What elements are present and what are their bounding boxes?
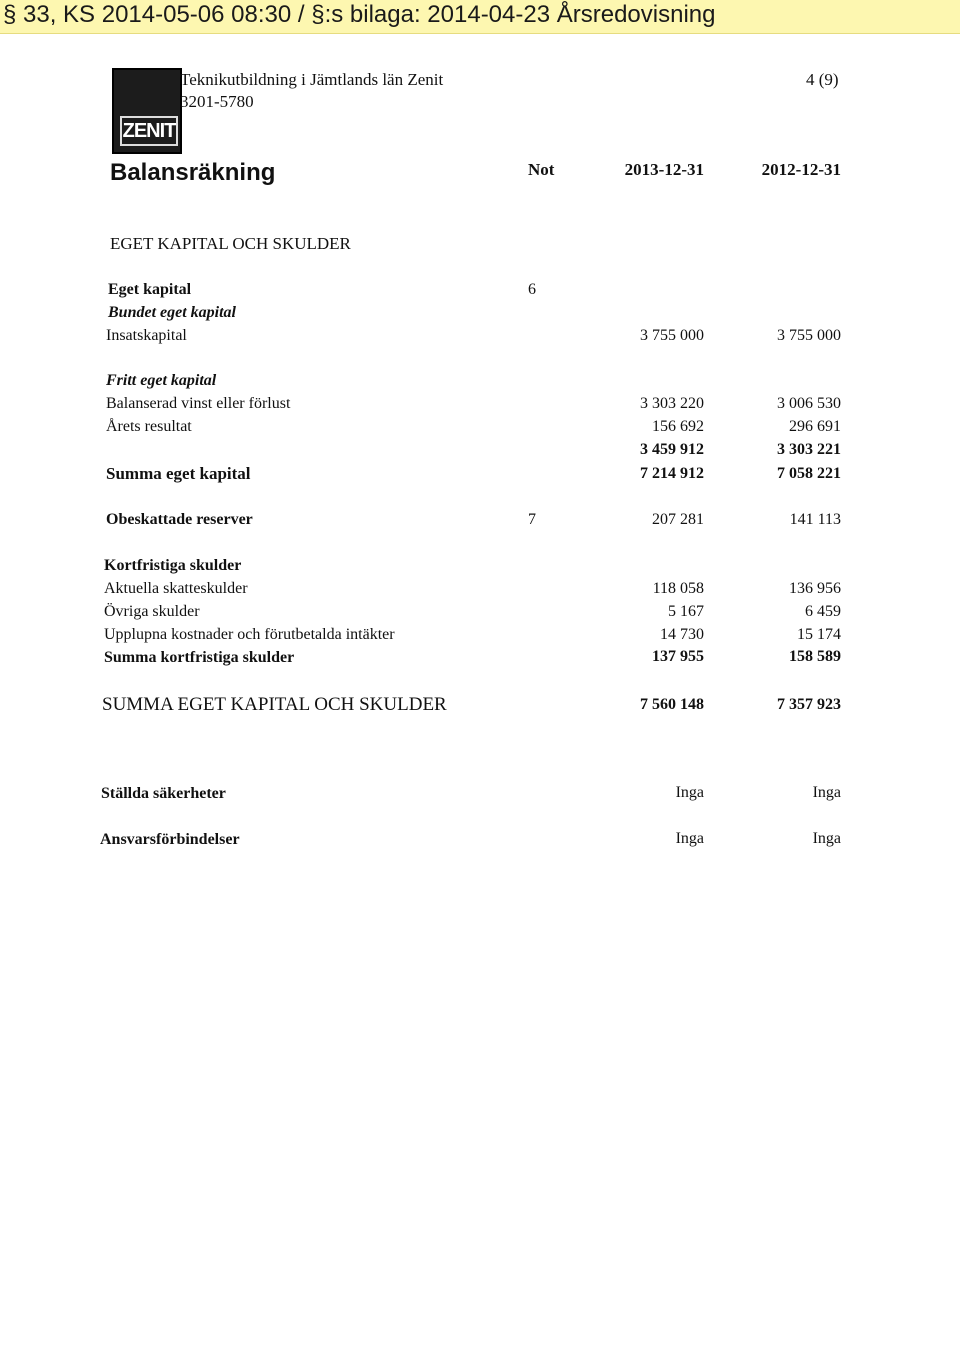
row-ovriga-2012: 6 459: [805, 603, 841, 620]
row-summa-eget-label: Summa eget kapital: [106, 464, 251, 483]
row-balanserad-2013: 3 303 220: [640, 395, 704, 412]
row-obeskattade-2012: 141 113: [789, 511, 841, 528]
row-summa-total-2013: 7 560 148: [640, 696, 704, 713]
row-ansvar-label: Ansvarsförbindelser: [100, 831, 240, 848]
logo-wordmark: ZENIT: [120, 116, 178, 146]
row-summa-kort-label: Summa kortfristiga skulder: [104, 649, 295, 666]
page-number: 4 (9): [806, 70, 839, 89]
row-aktuella-label: Aktuella skatteskulder: [104, 580, 248, 597]
page-title: Balansräkning: [110, 159, 276, 186]
row-summa-eget-2013: 7 214 912: [640, 465, 704, 482]
row-eget-kapital-not: 6: [528, 281, 536, 298]
org-number: 3201-5780: [180, 92, 254, 111]
row-upplupna-2012: 15 174: [797, 626, 841, 643]
row-stallda-2012: Inga: [812, 784, 841, 801]
row-summa-kort-2013: 137 955: [652, 648, 704, 665]
row-insatskapital-2013: 3 755 000: [640, 327, 704, 344]
row-upplupna-2013: 14 730: [660, 626, 704, 643]
row-ovriga-2013: 5 167: [668, 603, 704, 620]
row-aktuella-2012: 136 956: [789, 580, 841, 597]
row-fritt-sum-2013: 3 459 912: [640, 441, 704, 458]
row-fritt-sum-2012: 3 303 221: [777, 441, 841, 458]
row-insatskapital-2012: 3 755 000: [777, 327, 841, 344]
row-arets-2013: 156 692: [652, 418, 704, 435]
row-arets-2012: 296 691: [789, 418, 841, 435]
subheading-fritt: Fritt eget kapital: [106, 372, 217, 389]
row-balanserad-label: Balanserad vinst eller förlust: [106, 395, 291, 412]
row-summa-total-2012: 7 357 923: [777, 696, 841, 713]
zenit-logo: [112, 68, 182, 154]
org-name: Teknikutbildning i Jämtlands län Zenit: [180, 70, 444, 89]
row-aktuella-2013: 118 058: [652, 580, 704, 597]
row-summa-eget-2012: 7 058 221: [777, 465, 841, 482]
row-ovriga-label: Övriga skulder: [104, 603, 200, 620]
row-eget-kapital-label: Eget kapital: [108, 281, 192, 298]
row-arets-label: Årets resultat: [106, 418, 192, 435]
col-header-2012: 2012-12-31: [761, 160, 841, 179]
row-ansvar-2012: Inga: [812, 830, 841, 847]
row-stallda-2013: Inga: [675, 784, 704, 801]
banner-text: § 33, KS 2014-05-06 08:30 / §:s bilaga: 2014-04-23 Årsredovisning: [3, 1, 716, 28]
row-obeskattade-2013: 207 281: [652, 511, 704, 528]
row-obeskattade-label: Obeskattade reserver: [106, 511, 253, 528]
subheading-bundet: Bundet eget kapital: [108, 304, 236, 321]
row-obeskattade-not: 7: [528, 511, 536, 528]
row-insatskapital-label: Insatskapital: [106, 327, 187, 344]
row-balanserad-2012: 3 006 530: [777, 395, 841, 412]
row-stallda-label: Ställda säkerheter: [101, 785, 226, 802]
row-upplupna-label: Upplupna kostnader och förutbetalda intäkter: [104, 626, 395, 643]
row-summa-kort-2012: 158 589: [789, 648, 841, 665]
bilaga-banner: [0, 0, 960, 34]
col-header-not: Not: [528, 160, 555, 179]
subheading-kortfristiga: Kortfristiga skulder: [104, 557, 242, 574]
row-summa-total-label: SUMMA EGET KAPITAL OCH SKULDER: [102, 694, 447, 715]
section-heading: EGET KAPITAL OCH SKULDER: [110, 234, 351, 253]
row-ansvar-2013: Inga: [675, 830, 704, 847]
col-header-2013: 2013-12-31: [624, 160, 704, 179]
